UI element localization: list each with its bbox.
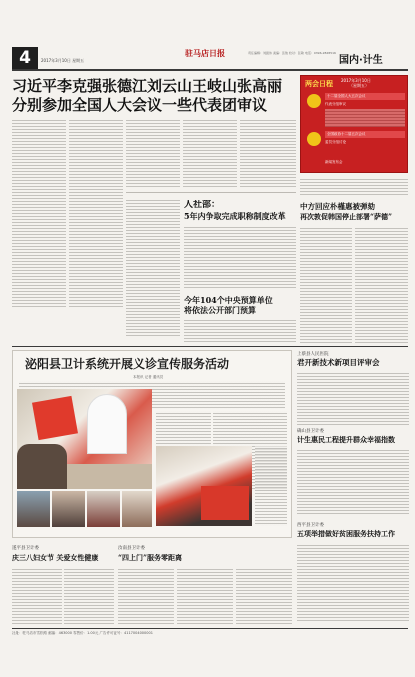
sidebar-emblem — [307, 94, 321, 108]
sidebar-story-col1 — [300, 226, 352, 344]
mid-story2-body — [184, 318, 296, 342]
feature-byline: 本报讯 记者 通讯员 — [133, 375, 164, 379]
sidebar-box-day: （星期五） — [349, 83, 369, 88]
sidebar-box-title: 两会日程 — [305, 80, 333, 88]
bottom-story-2-col3 — [236, 567, 292, 625]
photo-banner — [32, 396, 78, 440]
lead-headline-line1: 习近平李克强张德江刘云山王岐山张高丽 — [12, 77, 283, 95]
lead-body-col2 — [69, 118, 123, 308]
bottom-story-2-col1 — [118, 567, 174, 625]
mid-story-headline2: 5年内争取完成职称制度改革 — [184, 211, 286, 221]
paper-name: 驻马店日报 — [185, 48, 225, 58]
bottom-story-2-kicker: 汝南县卫计委 — [118, 546, 145, 551]
mid-body-left — [126, 198, 180, 338]
lead-body-col4 — [183, 118, 237, 188]
photo-table — [67, 464, 152, 489]
feature-photo-right — [156, 446, 252, 526]
mid-story-headline1: 人社部： — [184, 200, 221, 210]
date-line: 2017年3月10日 星期五 — [41, 58, 85, 63]
photo-person — [87, 394, 127, 454]
bottom-story-1-headline: 庆三八妇女节 关爱女性健康 — [12, 553, 99, 562]
mid-story2-headline1: 今年104个中央预算单位 — [184, 295, 273, 305]
sidebar-headline-line2: 再次敦促韩国停止部署“萨德” — [300, 212, 393, 221]
lead-divider — [126, 192, 296, 193]
footer-text: 社址：驻马店市雪松路 邮编：463000 零售价：1.00元 广告许可证号：4117004000001 — [12, 631, 153, 635]
sidebar-item-5: 新闻发布会 — [325, 160, 343, 164]
sidebar-text-block — [300, 177, 408, 197]
feature-photo-small4 — [122, 491, 152, 527]
right-story-3-kicker: 西平县卫计委 — [297, 523, 324, 528]
sidebar-box-date: 2017年3月10日 — [341, 78, 371, 83]
right-story-1-headline: 君开新技术新项目评审会 — [297, 358, 380, 367]
lead-body-col5 — [240, 118, 296, 188]
photo-person2 — [17, 444, 67, 489]
bottom-story-1-col2 — [64, 567, 114, 625]
lead-body-col3 — [126, 118, 180, 188]
section-divider — [12, 346, 408, 347]
lead-body-col1 — [12, 118, 66, 308]
sidebar-story-col2 — [355, 226, 408, 344]
bottom-story-1-kicker: 遂平县卫计委 — [12, 546, 39, 551]
bottom-story-1-col1 — [12, 567, 62, 625]
feature-headline: 泌阳县卫计系统开展义诊宣传服务活动 — [25, 357, 230, 371]
right-story-3-body — [297, 543, 409, 623]
photo-banner-right — [201, 486, 249, 520]
sidebar-emblem2 — [307, 132, 321, 146]
right-story-1-kicker: 上蔡县人民医院 — [297, 352, 329, 357]
feature-photo-small1 — [17, 491, 50, 527]
sidebar-headline-line1: 中方回应朴槿惠被弹劾 — [300, 202, 375, 211]
bottom-story-2-col2 — [177, 567, 233, 625]
lead-headline-line2: 分别参加全国人大会议一些代表团审议 — [12, 96, 268, 114]
mid-story-body — [184, 225, 296, 290]
feature-box — [12, 350, 292, 538]
sidebar-item-4: 委员分组讨论 — [325, 140, 346, 144]
page-number-block: 4 — [12, 47, 38, 69]
sidebar-box — [300, 75, 408, 173]
editors-line: 责任编辑：刘振伟 美编：张俊 校对：张敏 电话：0396-2828516 — [248, 51, 336, 55]
feature-photo-small3 — [87, 491, 120, 527]
right-story-3-headline: 五项举措做好贫困服务扶持工作 — [297, 529, 395, 538]
mid-story2-headline2: 将依法公开部门预算 — [184, 305, 256, 315]
feature-col-caption — [255, 446, 287, 526]
right-story-2-kicker: 确山县卫计委 — [297, 429, 324, 434]
feature-photo-small2 — [52, 491, 85, 527]
right-story-2-body — [297, 448, 409, 516]
feature-photo-main — [17, 389, 152, 489]
sidebar-item-2-body — [325, 109, 405, 127]
masthead-rule — [12, 69, 408, 71]
section-title: 国内·计生 — [339, 55, 383, 66]
sidebar-item-1: 十二届全国人大五次会议 — [325, 93, 405, 100]
bottom-story-2-headline: “四上门”服务零距离 — [118, 553, 183, 562]
sidebar-item-2: 代表分组审议 — [325, 102, 346, 106]
right-story-1-body — [297, 371, 409, 425]
sidebar-item-3: 全国政协十二届五次会议 — [325, 131, 405, 138]
right-story-2-headline: 计生惠民工程提升群众幸福指数 — [297, 435, 395, 444]
footer-rule — [12, 628, 408, 629]
